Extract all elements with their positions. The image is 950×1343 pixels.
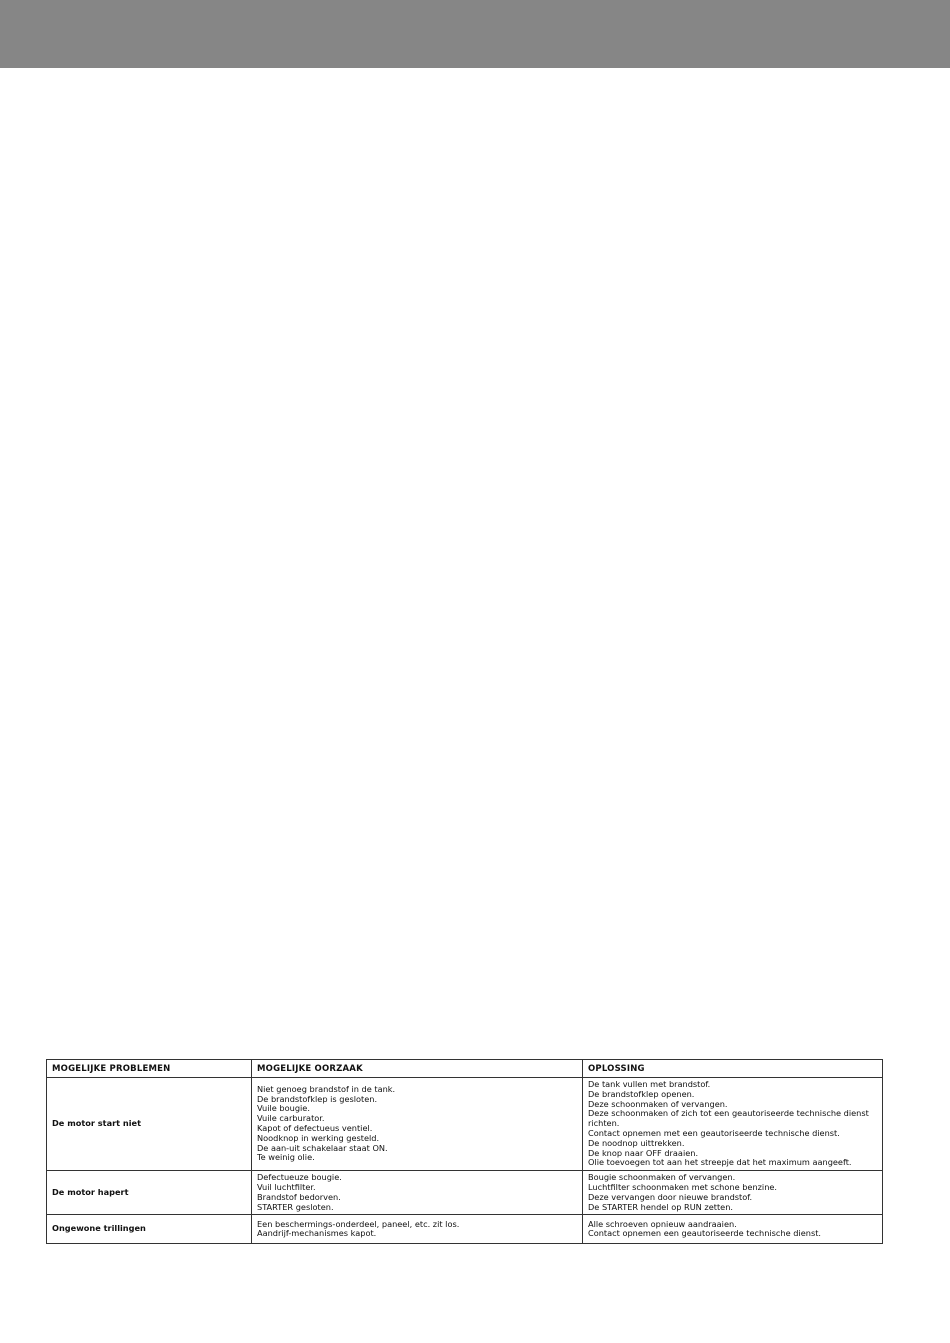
table-row [47,1215,883,1244]
solutions-cell [583,1171,883,1215]
troubleshooting-table-wrapper [46,1059,882,1244]
cause-line: Een beschermings-onderdeel, paneel, etc. zit los. [257,1218,460,1229]
cause-line: Vuil luchtfilter. [257,1181,316,1192]
cause-line: Vuile carburator. [257,1113,325,1124]
solution-line: Deze schoonmaken of zich tot een geautoriseerde technische dienst richten. [588,1108,869,1129]
cause-line: Kapot of defectueus ventiel. [257,1123,373,1134]
cause-line: De brandstofklep is gesloten. [257,1093,378,1104]
solution-line: De tank vullen met brandstof. [588,1079,711,1089]
cause-line: Vuile bougie. [257,1103,310,1114]
cause-line: Aandrijf-mechanismes kapot. [257,1228,377,1239]
solution-line: Bougie schoonmaken of vervangen. [588,1172,736,1183]
solutions-cell [583,1215,883,1244]
solution-line: Olie toevoegen tot aan het streepje dat het maximum aangeeft. [588,1157,852,1168]
cause-line: Brandstof bedorven. [257,1191,341,1202]
header-causes: MOGELIJKE OORZAAK [252,1060,583,1078]
cause-line: STARTER gesloten. [257,1201,334,1212]
cause-line: Noodknop in werking gesteld. [257,1132,380,1143]
solution-line: De brandstofklep openen. [588,1088,695,1099]
solution-line: De knop naar OFF draaien. [588,1147,699,1158]
solution-line: Luchtfilter schoonmaken met schone benzine. [588,1181,778,1192]
problem-cell: De motor start niet [47,1078,252,1171]
troubleshooting-table [46,1059,883,1244]
table-row [47,1078,883,1171]
table-header-row [47,1060,883,1078]
cause-line: Niet genoeg brandstof in de tank. [257,1083,396,1094]
cause-line: Te weinig olie. [257,1152,315,1163]
header-solutions: OPLOSSING [583,1060,883,1078]
causes-cell [252,1171,583,1215]
causes-cell [252,1215,583,1244]
solution-line: Contact opnemen met een geautoriseerde technische dienst. [588,1127,840,1138]
solutions-cell [583,1078,883,1171]
header-bar [0,0,950,68]
solution-line: De noodnop uittrekken. [588,1137,685,1148]
cause-line: De aan-uit schakelaar staat ON. [257,1142,388,1153]
header-problems: MOGELIJKE PROBLEMEN [47,1060,252,1078]
solution-line: De STARTER hendel op RUN zetten. [588,1201,733,1212]
causes-cell [252,1078,583,1171]
problem-cell: Ongewone trillingen [47,1215,252,1244]
table-row [47,1171,883,1215]
solution-line: Alle schroeven opnieuw aandraaien. [588,1218,737,1229]
problem-cell: De motor hapert [47,1171,252,1215]
solution-line: Deze vervangen door nieuwe brandstof. [588,1191,753,1202]
solution-line: Deze schoonmaken of vervangen. [588,1098,728,1109]
cause-line: Defectueuze bougie. [257,1172,342,1183]
solution-line: Contact opnemen een geautoriseerde technische dienst. [588,1228,822,1239]
